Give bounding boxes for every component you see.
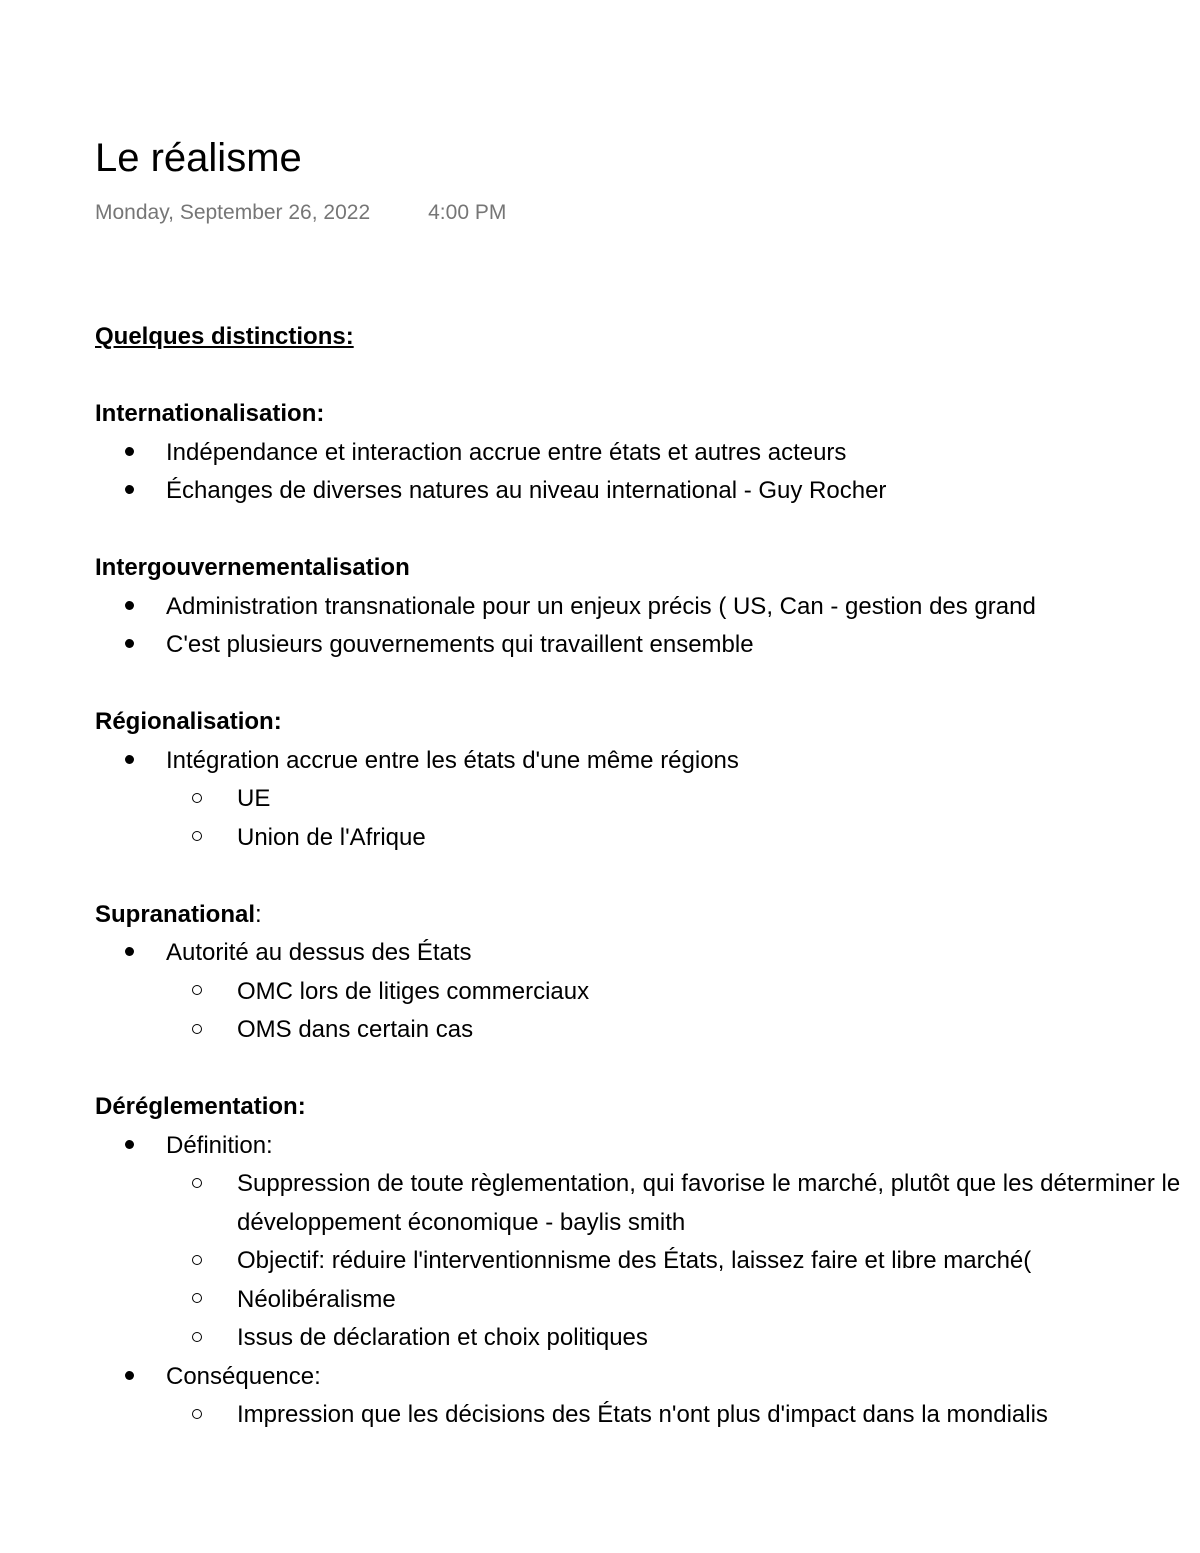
section-title-distinctions: Quelques distinctions:	[95, 323, 354, 350]
section-title-internationalisation: Internationalisation:	[95, 400, 325, 427]
sub-bullet-icon	[187, 1319, 207, 1358]
sub-list-item: Impression que les décisions des États n'ont plus d'impact dans la mondialis	[95, 1396, 1200, 1435]
sub-list-item: Union de l'Afrique	[95, 819, 1200, 858]
sub-list-item: Objectif: réduire l'interventionnisme des États, laissez faire et libre marché(	[95, 1242, 1200, 1281]
section-title-intergouvernementalisation: Intergouvernementalisation	[95, 554, 410, 581]
section-title-dereglementation: Déréglementation:	[95, 1093, 306, 1120]
bullet-icon	[119, 588, 139, 627]
sub-list-item: OMC lors de litiges commerciaux	[95, 973, 1200, 1012]
sub-list-item: Issus de déclaration et choix politiques	[95, 1319, 1200, 1358]
spacer	[95, 1050, 1200, 1089]
sub-list-item: UE	[95, 780, 1200, 819]
page-timestamp	[95, 199, 506, 227]
spacer	[95, 511, 1200, 550]
list-item: Intégration accrue entre les états d'une même régions	[95, 742, 1200, 781]
sub-bullet-icon	[187, 1011, 207, 1050]
sub-bullet-icon	[187, 1281, 207, 1320]
page-date: Monday, September 26, 2022	[95, 201, 371, 224]
section-title-supranational: Supranational:	[95, 900, 262, 928]
spacer	[95, 665, 1200, 704]
list-item: C'est plusieurs gouvernements qui travaillent ensemble	[95, 626, 1200, 665]
list-item: Administration transnationale pour un enjeux précis ( US, Can - gestion des grand	[95, 588, 1200, 627]
sub-bullet-icon	[187, 1396, 207, 1435]
bullet-icon	[119, 472, 139, 511]
list-item: Échanges de diverses natures au niveau international - Guy Rocher	[95, 472, 1200, 511]
bullet-icon	[119, 934, 139, 973]
list-item: Définition:	[95, 1127, 1200, 1166]
page-time: 4:00 PM	[428, 201, 507, 224]
page-title: Le réalisme	[95, 136, 302, 180]
spacer	[95, 357, 1200, 396]
sub-list-item: Néolibéralisme	[95, 1281, 1200, 1320]
sub-bullet-icon	[187, 973, 207, 1012]
bullet-icon	[119, 626, 139, 665]
sub-list-item: OMS dans certain cas	[95, 1011, 1200, 1050]
note-content	[95, 318, 1200, 1435]
section-title-regionalisation: Régionalisation:	[95, 708, 282, 735]
sub-bullet-icon	[187, 819, 207, 858]
list-item: Autorité au dessus des États	[95, 934, 1200, 973]
list-item: Indépendance et interaction accrue entre états et autres acteurs	[95, 434, 1200, 473]
sub-list-item: Suppression de toute règlementation, qui favorise le marché, plutôt que les déterminer le développement économique - baylis smith	[95, 1165, 1200, 1242]
bullet-icon	[119, 1358, 139, 1397]
list-item: Conséquence:	[95, 1358, 1200, 1397]
sub-bullet-icon	[187, 1242, 207, 1281]
sub-bullet-icon	[187, 1165, 207, 1204]
bullet-icon	[119, 742, 139, 781]
bullet-icon	[119, 434, 139, 473]
spacer	[95, 857, 1200, 896]
sub-bullet-icon	[187, 780, 207, 819]
bullet-icon	[119, 1127, 139, 1166]
